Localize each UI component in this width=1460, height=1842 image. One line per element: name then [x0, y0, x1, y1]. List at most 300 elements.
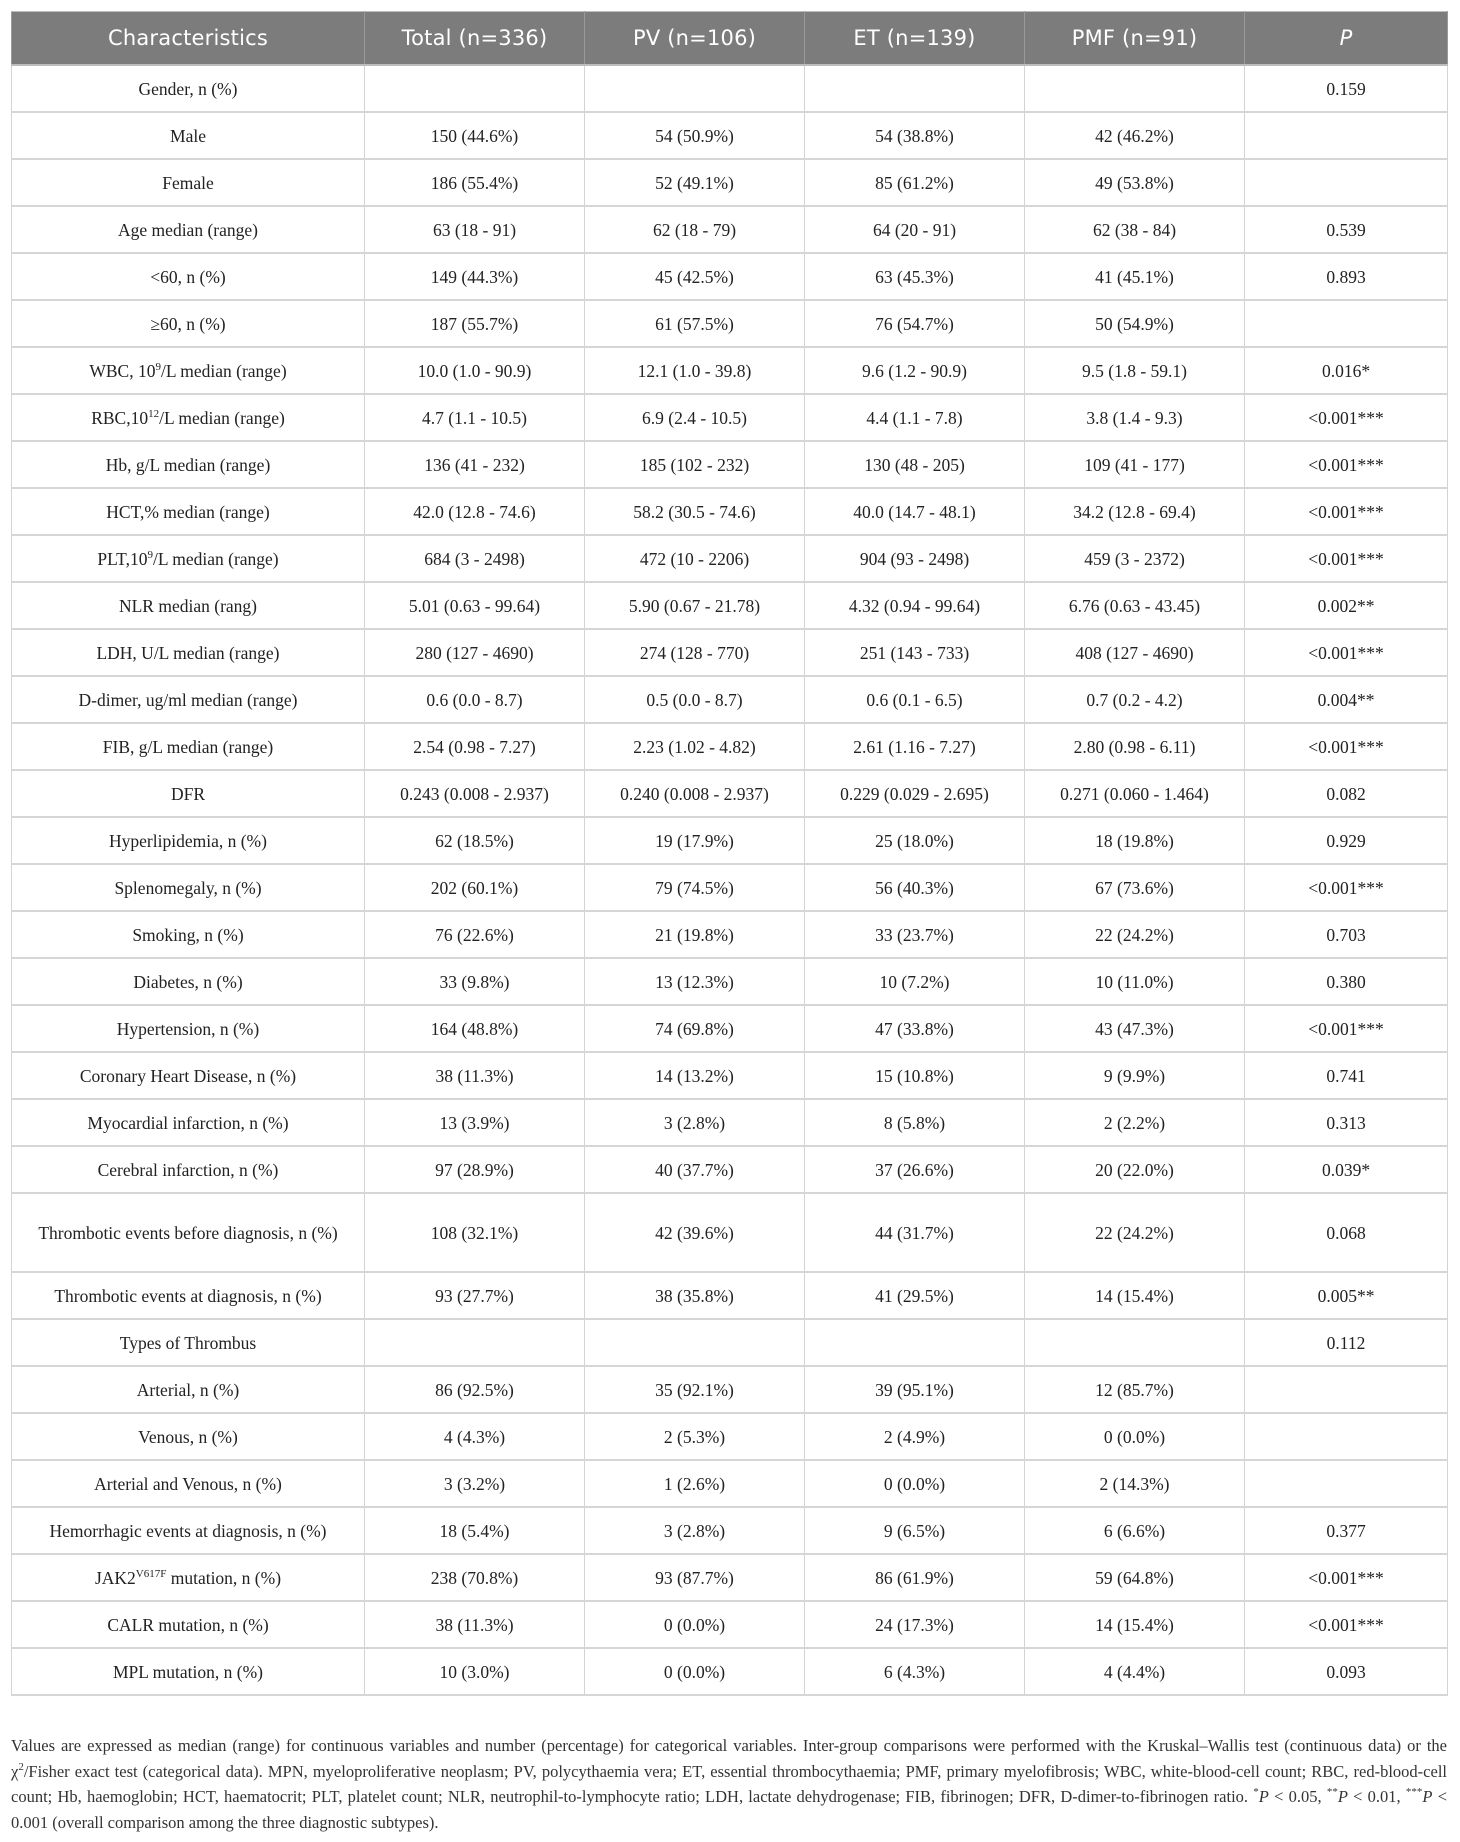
table-row — [12, 629, 1448, 676]
cell-total: 4 (4.3%) — [365, 1413, 585, 1460]
cell-characteristic — [12, 159, 365, 206]
characteristic-label: JAK2 — [94, 1567, 136, 1588]
characteristic-label: Thrombotic events at diagnosis, n (%) — [54, 1285, 322, 1306]
cell-et: 40.0 (14.7 - 48.1) — [805, 488, 1025, 535]
cell-total: 0.6 (0.0 - 8.7) — [365, 676, 585, 723]
cell-characteristic — [12, 1099, 365, 1146]
table-row — [12, 958, 1448, 1005]
cell-p-value: 0.016* — [1245, 347, 1448, 394]
characteristics-table-container — [11, 11, 1447, 1696]
cell-pmf: 14 (15.4%) — [1025, 1272, 1245, 1319]
cell-pv: 58.2 (30.5 - 74.6) — [585, 488, 805, 535]
table-row — [12, 347, 1448, 394]
cell-pmf: 67 (73.6%) — [1025, 864, 1245, 911]
cell-characteristic — [12, 958, 365, 1005]
table-row — [12, 1413, 1448, 1460]
table-row — [12, 1272, 1448, 1319]
cell-pv: 14 (13.2%) — [585, 1052, 805, 1099]
table-row — [12, 1648, 1448, 1695]
cell-p-value: <0.001*** — [1245, 723, 1448, 770]
cell-pv: 93 (87.7%) — [585, 1554, 805, 1601]
cell-pv: 3 (2.8%) — [585, 1099, 805, 1146]
cell-p-value: <0.001*** — [1245, 441, 1448, 488]
header-p-value: P — [1245, 12, 1448, 66]
table-row — [12, 1193, 1448, 1272]
cell-total: 238 (70.8%) — [365, 1554, 585, 1601]
table-row — [12, 1366, 1448, 1413]
cell-pmf — [1025, 65, 1245, 112]
cell-total: 187 (55.7%) — [365, 300, 585, 347]
cell-et: 85 (61.2%) — [805, 159, 1025, 206]
cell-et: 130 (48 - 205) — [805, 441, 1025, 488]
cell-et: 0 (0.0%) — [805, 1460, 1025, 1507]
characteristic-label: LDH, U/L median (range) — [96, 642, 280, 663]
cell-p-value — [1245, 1413, 1448, 1460]
table-row — [12, 1099, 1448, 1146]
cell-characteristic — [12, 817, 365, 864]
cell-p-value: <0.001*** — [1245, 1601, 1448, 1648]
cell-et: 4.32 (0.94 - 99.64) — [805, 582, 1025, 629]
characteristic-label: Splenomegaly, n (%) — [114, 877, 262, 898]
cell-characteristic — [12, 1554, 365, 1601]
cell-et: 24 (17.3%) — [805, 1601, 1025, 1648]
cell-p-value — [1245, 159, 1448, 206]
characteristic-label: Diabetes, n (%) — [133, 971, 243, 992]
footnote-sig3-rest: < 0.001 (overall comparison among the three diagnostic subtypes). — [11, 1787, 1447, 1832]
cell-characteristic — [12, 676, 365, 723]
characteristic-label: Venous, n (%) — [138, 1426, 238, 1447]
cell-pv: 52 (49.1%) — [585, 159, 805, 206]
table-row — [12, 582, 1448, 629]
cell-pmf: 10 (11.0%) — [1025, 958, 1245, 1005]
cell-et: 2 (4.9%) — [805, 1413, 1025, 1460]
table-row — [12, 1052, 1448, 1099]
header-et: ET (n=139) — [805, 12, 1025, 66]
table-row — [12, 488, 1448, 535]
characteristic-label-superscript: V617F — [135, 1567, 167, 1580]
characteristic-label: Myocardial infarction, n (%) — [87, 1112, 289, 1133]
cell-pmf: 49 (53.8%) — [1025, 159, 1245, 206]
cell-pv: 6.9 (2.4 - 10.5) — [585, 394, 805, 441]
cell-total: 13 (3.9%) — [365, 1099, 585, 1146]
cell-p-value: <0.001*** — [1245, 488, 1448, 535]
cell-pmf: 408 (127 - 4690) — [1025, 629, 1245, 676]
cell-pmf: 9.5 (1.8 - 59.1) — [1025, 347, 1245, 394]
cell-pv: 38 (35.8%) — [585, 1272, 805, 1319]
cell-p-value: 0.093 — [1245, 1648, 1448, 1695]
cell-pmf: 14 (15.4%) — [1025, 1601, 1245, 1648]
cell-pmf: 22 (24.2%) — [1025, 1193, 1245, 1272]
table-body — [12, 65, 1448, 1695]
table-row — [12, 723, 1448, 770]
characteristic-label-superscript: 9 — [147, 548, 153, 561]
cell-total: 4.7 (1.1 - 10.5) — [365, 394, 585, 441]
cell-et: 9 (6.5%) — [805, 1507, 1025, 1554]
cell-characteristic — [12, 723, 365, 770]
cell-characteristic — [12, 864, 365, 911]
cell-total: 150 (44.6%) — [365, 112, 585, 159]
table-row — [12, 676, 1448, 723]
table-row — [12, 864, 1448, 911]
cell-p-value — [1245, 1366, 1448, 1413]
cell-characteristic — [12, 1272, 365, 1319]
cell-et — [805, 1319, 1025, 1366]
cell-et: 9.6 (1.2 - 90.9) — [805, 347, 1025, 394]
cell-pv: 274 (128 - 770) — [585, 629, 805, 676]
cell-total: 97 (28.9%) — [365, 1146, 585, 1193]
header-pmf: PMF (n=91) — [1025, 12, 1245, 66]
cell-total — [365, 65, 585, 112]
table-row — [12, 1319, 1448, 1366]
cell-et: 54 (38.8%) — [805, 112, 1025, 159]
table-header-row — [12, 12, 1448, 66]
cell-pv: 0.240 (0.008 - 2.937) — [585, 770, 805, 817]
cell-pv: 79 (74.5%) — [585, 864, 805, 911]
cell-p-value: 0.159 — [1245, 65, 1448, 112]
cell-pmf: 22 (24.2%) — [1025, 911, 1245, 958]
cell-pmf: 20 (22.0%) — [1025, 1146, 1245, 1193]
cell-et: 76 (54.7%) — [805, 300, 1025, 347]
footnote-sig2-star: ** — [1326, 1786, 1338, 1798]
cell-characteristic — [12, 1648, 365, 1695]
header-characteristics: Characteristics — [12, 12, 365, 66]
cell-total: 63 (18 - 91) — [365, 206, 585, 253]
cell-p-value — [1245, 300, 1448, 347]
cell-characteristic — [12, 1005, 365, 1052]
header-total: Total (n=336) — [365, 12, 585, 66]
cell-p-value: 0.539 — [1245, 206, 1448, 253]
cell-p-value: 0.380 — [1245, 958, 1448, 1005]
cell-p-value: <0.001*** — [1245, 629, 1448, 676]
cell-pv: 3 (2.8%) — [585, 1507, 805, 1554]
characteristic-label: Hypertension, n (%) — [116, 1018, 260, 1039]
cell-pv: 54 (50.9%) — [585, 112, 805, 159]
cell-pmf: 59 (64.8%) — [1025, 1554, 1245, 1601]
cell-total: 0.243 (0.008 - 2.937) — [365, 770, 585, 817]
cell-pmf: 0.7 (0.2 - 4.2) — [1025, 676, 1245, 723]
cell-characteristic — [12, 112, 365, 159]
cell-pv: 13 (12.3%) — [585, 958, 805, 1005]
cell-characteristic — [12, 1193, 365, 1272]
table-row — [12, 1005, 1448, 1052]
cell-p-value: <0.001*** — [1245, 394, 1448, 441]
cell-total: 10 (3.0%) — [365, 1648, 585, 1695]
cell-et — [805, 65, 1025, 112]
cell-total: 10.0 (1.0 - 90.9) — [365, 347, 585, 394]
cell-et: 2.61 (1.16 - 7.27) — [805, 723, 1025, 770]
cell-total: 2.54 (0.98 - 7.27) — [365, 723, 585, 770]
characteristic-label: <60, n (%) — [150, 266, 226, 287]
cell-pmf: 0 (0.0%) — [1025, 1413, 1245, 1460]
characteristic-label: WBC, 10 — [89, 360, 156, 381]
cell-pv: 74 (69.8%) — [585, 1005, 805, 1052]
characteristic-label: Coronary Heart Disease, n (%) — [79, 1065, 297, 1086]
cell-total: 202 (60.1%) — [365, 864, 585, 911]
cell-et: 33 (23.7%) — [805, 911, 1025, 958]
characteristic-label: ≥60, n (%) — [150, 313, 226, 334]
table-row — [12, 1554, 1448, 1601]
cell-pv: 40 (37.7%) — [585, 1146, 805, 1193]
characteristic-label: Smoking, n (%) — [132, 924, 244, 945]
cell-pmf: 41 (45.1%) — [1025, 253, 1245, 300]
cell-et: 64 (20 - 91) — [805, 206, 1025, 253]
cell-pv: 0 (0.0%) — [585, 1648, 805, 1695]
cell-p-value: 0.068 — [1245, 1193, 1448, 1272]
cell-p-value: <0.001*** — [1245, 864, 1448, 911]
cell-pmf: 4 (4.4%) — [1025, 1648, 1245, 1695]
cell-pv: 1 (2.6%) — [585, 1460, 805, 1507]
cell-et: 0.6 (0.1 - 6.5) — [805, 676, 1025, 723]
characteristic-label-suffix: /L median (range) — [159, 407, 285, 428]
cell-et: 37 (26.6%) — [805, 1146, 1025, 1193]
cell-p-value: <0.001*** — [1245, 535, 1448, 582]
cell-et: 25 (18.0%) — [805, 817, 1025, 864]
footnote-text-1: Values are expressed as median (range) for continuous variables and number (percentage) for categorical variables. Inter-group comparisons were performed with the Kruskal–Wallis test (continuous data) or the χ — [11, 1736, 1447, 1781]
table-row — [12, 1601, 1448, 1648]
cell-pmf: 43 (47.3%) — [1025, 1005, 1245, 1052]
cell-characteristic — [12, 911, 365, 958]
characteristic-label: Arterial, n (%) — [136, 1379, 240, 1400]
cell-pmf: 2.80 (0.98 - 6.11) — [1025, 723, 1245, 770]
cell-et: 0.229 (0.029 - 2.695) — [805, 770, 1025, 817]
footnote-sig1-p: P — [1258, 1787, 1269, 1806]
cell-et: 63 (45.3%) — [805, 253, 1025, 300]
table-row — [12, 911, 1448, 958]
cell-total: 280 (127 - 4690) — [365, 629, 585, 676]
cell-total — [365, 1319, 585, 1366]
cell-p-value: 0.004** — [1245, 676, 1448, 723]
table-row — [12, 206, 1448, 253]
cell-pv: 19 (17.9%) — [585, 817, 805, 864]
characteristic-label-superscript: 12 — [148, 407, 160, 420]
cell-pmf: 459 (3 - 2372) — [1025, 535, 1245, 582]
footnote-sig3-p: P — [1422, 1787, 1433, 1806]
characteristic-label: CALR mutation, n (%) — [107, 1614, 269, 1635]
cell-pv: 62 (18 - 79) — [585, 206, 805, 253]
table-row — [12, 394, 1448, 441]
cell-pmf: 12 (85.7%) — [1025, 1366, 1245, 1413]
characteristic-label: Gender, n (%) — [138, 78, 238, 99]
characteristic-label: Hyperlipidemia, n (%) — [109, 830, 267, 851]
cell-total: 684 (3 - 2498) — [365, 535, 585, 582]
cell-characteristic — [12, 394, 365, 441]
cell-p-value: 0.082 — [1245, 770, 1448, 817]
cell-pv: 5.90 (0.67 - 21.78) — [585, 582, 805, 629]
cell-pmf: 3.8 (1.4 - 9.3) — [1025, 394, 1245, 441]
characteristic-label: RBC,10 — [91, 407, 149, 428]
cell-total: 18 (5.4%) — [365, 1507, 585, 1554]
characteristic-label: Types of Thrombus — [119, 1332, 257, 1353]
cell-total: 42.0 (12.8 - 74.6) — [365, 488, 585, 535]
cell-p-value: <0.001*** — [1245, 1005, 1448, 1052]
cell-total: 164 (48.8%) — [365, 1005, 585, 1052]
characteristic-label: DFR — [170, 783, 206, 804]
characteristic-label: Thrombotic events before diagnosis, n (%) — [38, 1222, 338, 1243]
cell-total: 76 (22.6%) — [365, 911, 585, 958]
cell-pmf: 2 (2.2%) — [1025, 1099, 1245, 1146]
cell-total: 38 (11.3%) — [365, 1601, 585, 1648]
cell-p-value: 0.313 — [1245, 1099, 1448, 1146]
cell-et: 44 (31.7%) — [805, 1193, 1025, 1272]
cell-pv: 2 (5.3%) — [585, 1413, 805, 1460]
characteristic-label: Female — [162, 172, 214, 193]
cell-pv: 35 (92.1%) — [585, 1366, 805, 1413]
cell-pmf: 6 (6.6%) — [1025, 1507, 1245, 1554]
characteristic-label: Hemorrhagic events at diagnosis, n (%) — [49, 1520, 327, 1541]
characteristic-label: Arterial and Venous, n (%) — [94, 1473, 282, 1494]
footnote-sig3-star: *** — [1405, 1786, 1423, 1798]
cell-characteristic — [12, 253, 365, 300]
characteristic-label: HCT,% median (range) — [106, 501, 270, 522]
cell-et: 86 (61.9%) — [805, 1554, 1025, 1601]
cell-total: 108 (32.1%) — [365, 1193, 585, 1272]
cell-p-value: 0.039* — [1245, 1146, 1448, 1193]
cell-characteristic — [12, 1460, 365, 1507]
cell-characteristic — [12, 582, 365, 629]
cell-pv: 0 (0.0%) — [585, 1601, 805, 1648]
characteristic-label: Male — [170, 125, 206, 146]
cell-pv: 42 (39.6%) — [585, 1193, 805, 1272]
cell-pmf — [1025, 1319, 1245, 1366]
cell-et: 8 (5.8%) — [805, 1099, 1025, 1146]
cell-et: 47 (33.8%) — [805, 1005, 1025, 1052]
cell-characteristic — [12, 1052, 365, 1099]
cell-total: 86 (92.5%) — [365, 1366, 585, 1413]
cell-pmf: 9 (9.9%) — [1025, 1052, 1245, 1099]
cell-pv: 61 (57.5%) — [585, 300, 805, 347]
cell-pv — [585, 65, 805, 112]
cell-characteristic — [12, 441, 365, 488]
cell-characteristic — [12, 1146, 365, 1193]
cell-pv: 2.23 (1.02 - 4.82) — [585, 723, 805, 770]
cell-p-value: <0.001*** — [1245, 1554, 1448, 1601]
cell-pv: 472 (10 - 2206) — [585, 535, 805, 582]
cell-pmf: 34.2 (12.8 - 69.4) — [1025, 488, 1245, 535]
table-row — [12, 770, 1448, 817]
characteristic-label-suffix: /L median (range) — [160, 360, 287, 381]
table-row — [12, 159, 1448, 206]
cell-characteristic — [12, 535, 365, 582]
cell-total: 5.01 (0.63 - 99.64) — [365, 582, 585, 629]
characteristic-label: D-dimer, ug/ml median (range) — [78, 689, 298, 710]
cell-characteristic — [12, 65, 365, 112]
footnote-chi-square-sup: 2 — [18, 1760, 24, 1773]
cell-et: 6 (4.3%) — [805, 1648, 1025, 1695]
footnote-sig2-p: P — [1337, 1787, 1348, 1806]
cell-total: 33 (9.8%) — [365, 958, 585, 1005]
characteristic-label: Cerebral infarction, n (%) — [97, 1159, 279, 1180]
characteristic-label: Age median (range) — [118, 219, 258, 240]
characteristic-label: MPL mutation, n (%) — [112, 1661, 264, 1682]
table-row — [12, 112, 1448, 159]
cell-total: 136 (41 - 232) — [365, 441, 585, 488]
table-row — [12, 817, 1448, 864]
cell-total: 149 (44.3%) — [365, 253, 585, 300]
cell-characteristic — [12, 1366, 365, 1413]
cell-p-value: 0.112 — [1245, 1319, 1448, 1366]
characteristics-table — [11, 11, 1448, 1696]
cell-pmf: 42 (46.2%) — [1025, 112, 1245, 159]
cell-characteristic — [12, 1319, 365, 1366]
cell-et: 39 (95.1%) — [805, 1366, 1025, 1413]
characteristic-label: Hb, g/L median (range) — [105, 454, 271, 475]
cell-pmf: 2 (14.3%) — [1025, 1460, 1245, 1507]
table-row — [12, 300, 1448, 347]
cell-et: 56 (40.3%) — [805, 864, 1025, 911]
cell-pv: 0.5 (0.0 - 8.7) — [585, 676, 805, 723]
cell-p-value: 0.893 — [1245, 253, 1448, 300]
cell-characteristic — [12, 629, 365, 676]
cell-p-value: 0.929 — [1245, 817, 1448, 864]
cell-characteristic — [12, 770, 365, 817]
cell-pmf: 62 (38 - 84) — [1025, 206, 1245, 253]
table-row — [12, 441, 1448, 488]
table-row — [12, 1507, 1448, 1554]
table-row — [12, 535, 1448, 582]
cell-pv — [585, 1319, 805, 1366]
cell-characteristic — [12, 300, 365, 347]
footnote-text-2: /Fisher exact test (categorical data). MPN, myeloproliferative neoplasm; PV, polycythaemia vera; ET, essential thrombocythaemia; PMF, primary myelofibrosis; WBC, white-blood-cell count; RBC, red-blood-cell count; Hb, haemoglobin; HCT, haematocrit; PLT, platelet count; NLR, neutrophil-to-lymphocyte ratio; LDH, lactate dehydrogenase; FIB, fibrinogen; DFR, D-dimer-to-fibrinogen ratio. — [11, 1761, 1447, 1806]
cell-p-value — [1245, 1460, 1448, 1507]
cell-p-value: 0.703 — [1245, 911, 1448, 958]
footnote-sig1-rest: < 0.05, — [1268, 1787, 1327, 1806]
cell-et: 15 (10.8%) — [805, 1052, 1025, 1099]
cell-characteristic — [12, 1507, 365, 1554]
cell-et: 41 (29.5%) — [805, 1272, 1025, 1319]
cell-pv: 12.1 (1.0 - 39.8) — [585, 347, 805, 394]
cell-p-value: 0.002** — [1245, 582, 1448, 629]
cell-et: 904 (93 - 2498) — [805, 535, 1025, 582]
cell-et: 10 (7.2%) — [805, 958, 1025, 1005]
cell-characteristic — [12, 1601, 365, 1648]
cell-pv: 45 (42.5%) — [585, 253, 805, 300]
cell-total: 3 (3.2%) — [365, 1460, 585, 1507]
cell-pmf: 0.271 (0.060 - 1.464) — [1025, 770, 1245, 817]
cell-pmf: 50 (54.9%) — [1025, 300, 1245, 347]
cell-pv: 21 (19.8%) — [585, 911, 805, 958]
cell-characteristic — [12, 206, 365, 253]
cell-pv: 185 (102 - 232) — [585, 441, 805, 488]
cell-total: 186 (55.4%) — [365, 159, 585, 206]
footnote-sig1-star: * — [1253, 1786, 1259, 1798]
characteristic-label-suffix: /L median (range) — [152, 548, 279, 569]
characteristic-label: FIB, g/L median (range) — [102, 736, 274, 757]
table-row — [12, 1146, 1448, 1193]
cell-characteristic — [12, 1413, 365, 1460]
cell-pmf: 6.76 (0.63 - 43.45) — [1025, 582, 1245, 629]
cell-p-value: 0.741 — [1245, 1052, 1448, 1099]
header-pv: PV (n=106) — [585, 12, 805, 66]
cell-p-value: 0.005** — [1245, 1272, 1448, 1319]
characteristic-label-superscript: 9 — [155, 360, 161, 373]
characteristic-label: PLT,10 — [97, 548, 148, 569]
table-row — [12, 1460, 1448, 1507]
cell-pmf: 18 (19.8%) — [1025, 817, 1245, 864]
table-row — [12, 65, 1448, 112]
cell-et: 4.4 (1.1 - 7.8) — [805, 394, 1025, 441]
cell-characteristic — [12, 347, 365, 394]
cell-total: 93 (27.7%) — [365, 1272, 585, 1319]
cell-et: 251 (143 - 733) — [805, 629, 1025, 676]
cell-total: 38 (11.3%) — [365, 1052, 585, 1099]
cell-total: 62 (18.5%) — [365, 817, 585, 864]
cell-p-value — [1245, 112, 1448, 159]
characteristic-label-suffix: mutation, n (%) — [166, 1567, 282, 1588]
cell-p-value: 0.377 — [1245, 1507, 1448, 1554]
characteristic-label: NLR median (rang) — [118, 595, 257, 616]
cell-pmf: 109 (41 - 177) — [1025, 441, 1245, 488]
footnote-sig2-rest: < 0.01, — [1347, 1787, 1406, 1806]
